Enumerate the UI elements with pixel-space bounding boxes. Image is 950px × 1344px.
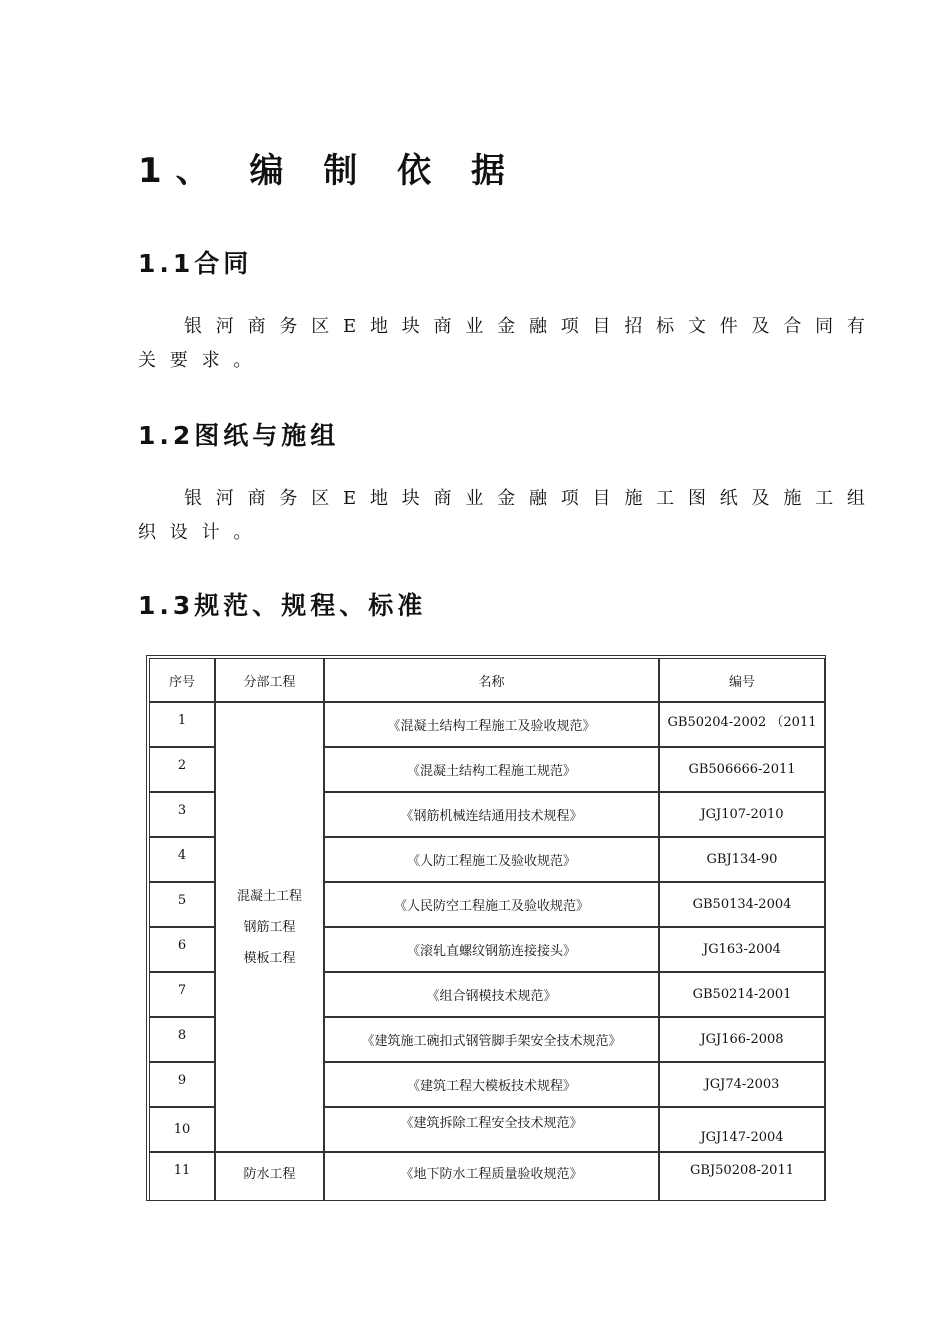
row-number: 3 (149, 792, 215, 837)
standard-name: 《组合钢模技术规范》 (324, 972, 659, 1017)
section-title-standards: 1.3规范、规程、标准 (138, 591, 427, 620)
standard-code: GBJ134-90 (659, 837, 825, 882)
row-number: 9 (149, 1062, 215, 1107)
row-number: 11 (149, 1152, 215, 1201)
header-seq: 序号 (149, 658, 215, 702)
division-cell-waterproof: 防水工程 (215, 1152, 324, 1201)
section-title-contract: 1.1合同 (138, 249, 253, 278)
standard-code: GB50134-2004 (659, 882, 825, 927)
standard-name: 《人防工程施工及验收规范》 (324, 837, 659, 882)
paragraph-drawings-line1: 银河商务区E地块商业金融项目施工图纸及施工组 (184, 488, 879, 509)
paragraph-contract-line2: 关要求。 (138, 350, 266, 371)
standard-name: 《滚轧直螺纹钢筋连接接头》 (324, 927, 659, 972)
standard-code: JGJ147-2004 (659, 1107, 825, 1152)
row-number: 4 (149, 837, 215, 882)
section-title-drawings: 1.2图纸与施组 (138, 421, 340, 450)
standard-name: 《建筑施工碗扣式钢管脚手架安全技术规范》 (324, 1017, 659, 1062)
standard-code: JGJ74-2003 (659, 1062, 825, 1107)
standard-code: JG163-2004 (659, 927, 825, 972)
row-number: 10 (149, 1107, 215, 1152)
division-line: 模板工程 (243, 950, 296, 966)
row-number: 5 (149, 882, 215, 927)
standard-code: JGJ107-2010 (659, 792, 825, 837)
paragraph-contract-line1: 银河商务区E地块商业金融项目招标文件及合同有 (184, 316, 879, 337)
header-code: 编号 (659, 658, 825, 702)
row-number: 6 (149, 927, 215, 972)
standard-name: 《人民防空工程施工及验收规范》 (324, 882, 659, 927)
standard-name: 《钢筋机械连结通用技术规程》 (324, 792, 659, 837)
division-line: 混凝土工程 (236, 888, 302, 904)
standard-code: GBJ50208-2011 (659, 1152, 825, 1201)
row-number: 7 (149, 972, 215, 1017)
standard-name: 《建筑拆除工程安全技术规范》 (324, 1107, 659, 1152)
division-line: 钢筋工程 (243, 919, 296, 935)
header-division: 分部工程 (215, 658, 324, 702)
page-heading: 1、 编 制 依 据 (138, 151, 520, 191)
standard-code: GB50204-2002 （2011 (659, 702, 825, 747)
table-row (149, 702, 825, 747)
row-number: 2 (149, 747, 215, 792)
table-row (149, 1152, 825, 1201)
row-number: 8 (149, 1017, 215, 1062)
row-number: 1 (149, 702, 215, 747)
standard-name: 《地下防水工程质量验收规范》 (324, 1152, 659, 1201)
paragraph-contract (138, 310, 879, 378)
standard-code: JGJ166-2008 (659, 1017, 825, 1062)
standard-name: 《混凝土结构工程施工规范》 (324, 747, 659, 792)
paragraph-drawings-line2: 织设计。 (138, 522, 266, 543)
standard-name: 《混凝土结构工程施工及验收规范》 (324, 702, 659, 747)
standard-code: GB50214-2001 (659, 972, 825, 1017)
division-cell-concrete (215, 702, 324, 1152)
standards-table (149, 658, 825, 1201)
standard-name: 《建筑工程大模板技术规程》 (324, 1062, 659, 1107)
standard-code: GB506666-2011 (659, 747, 825, 792)
table-header-row (149, 658, 825, 702)
paragraph-drawings (138, 482, 879, 550)
header-name: 名称 (324, 658, 659, 702)
standards-table-frame (146, 655, 826, 1201)
